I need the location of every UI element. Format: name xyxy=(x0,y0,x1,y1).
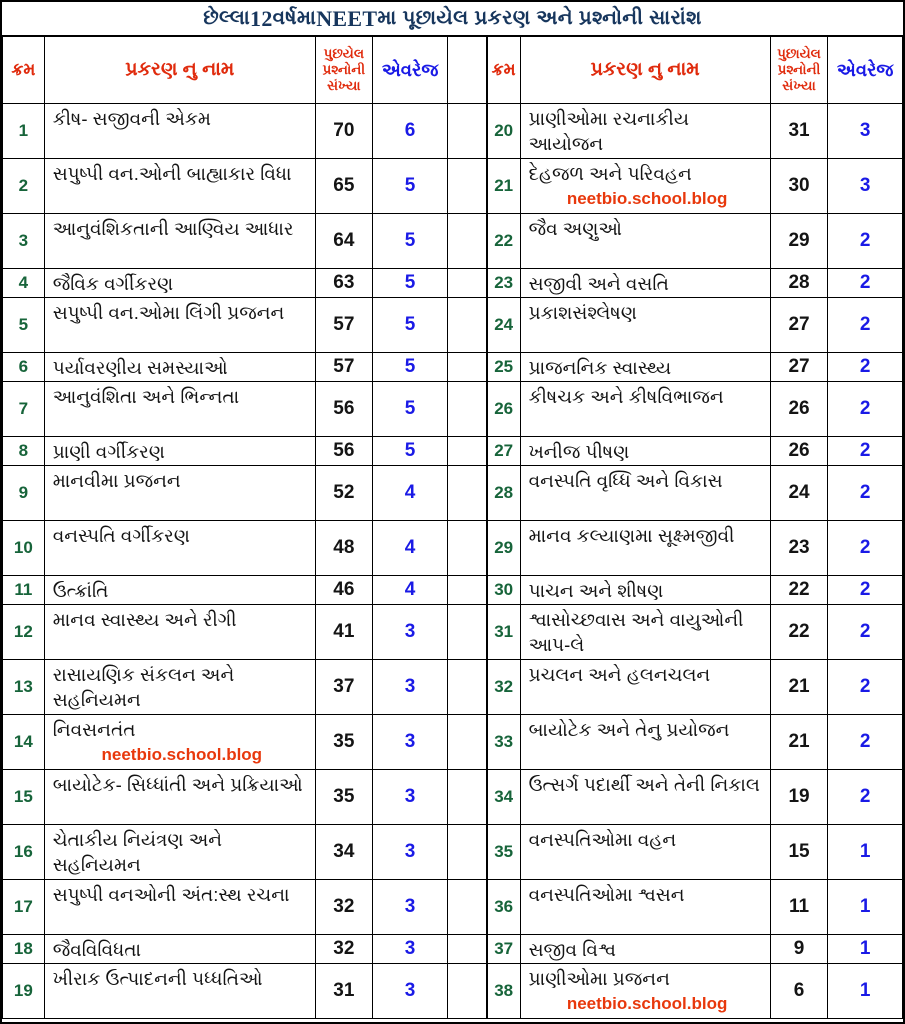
average-value: 5 xyxy=(372,352,448,381)
chapter-name xyxy=(44,436,315,465)
chapter-name xyxy=(44,934,315,963)
average-value: 2 xyxy=(828,436,903,465)
serial-number: 18 xyxy=(3,934,45,963)
serial-number: 28 xyxy=(487,465,520,520)
chapter-name-text: રાસાયણિક સંકલન અને સહનિયમન xyxy=(52,663,235,710)
chapter-name xyxy=(44,714,315,769)
average-value: 2 xyxy=(828,381,903,436)
serial-number: 22 xyxy=(487,214,520,269)
chapter-name xyxy=(44,879,315,934)
average-value: 3 xyxy=(372,769,448,824)
tables-container xyxy=(2,36,903,1019)
average-value: 2 xyxy=(828,659,903,714)
title-text-gujarati-3: મા પૂછાયેલ પ્રકરણ અને પ્રશ્નોની સારાંશ xyxy=(377,7,702,29)
table-row xyxy=(3,824,487,879)
chapter-name xyxy=(44,352,315,381)
right-header-row xyxy=(487,37,902,104)
chapter-name xyxy=(520,465,770,520)
serial-number: 27 xyxy=(487,436,520,465)
chapter-name-text: ખનીજ પીષણ xyxy=(528,440,630,462)
spacer-cell xyxy=(448,659,486,714)
chapter-name xyxy=(44,269,315,298)
average-value: 3 xyxy=(828,104,903,159)
question-count: 31 xyxy=(315,963,372,1018)
average-value: 5 xyxy=(372,381,448,436)
serial-number: 37 xyxy=(487,934,520,963)
chapter-name-text: જૈવ અણુઓ xyxy=(528,218,622,239)
serial-number: 31 xyxy=(487,604,520,659)
table-row xyxy=(487,575,902,604)
question-count: 19 xyxy=(770,769,828,824)
table-row xyxy=(487,104,902,159)
right-table-body xyxy=(487,104,902,1019)
chapter-name-text: પ્રાજનનિક સ્વાસ્થ્ય xyxy=(528,356,672,378)
question-count: 34 xyxy=(315,824,372,879)
table-row xyxy=(3,436,487,465)
chapter-name-text: સજીવી અને વસતિ xyxy=(528,273,669,294)
average-value: 4 xyxy=(372,465,448,520)
chapter-name-text: સપુષ્પી વનઓની અંત:સ્થ રચના xyxy=(52,883,290,905)
table-row xyxy=(487,659,902,714)
average-value: 2 xyxy=(828,769,903,824)
chapter-name xyxy=(44,104,315,159)
chapter-name-text: વનસ્પતિ વર્ગીકરણ xyxy=(52,524,190,546)
chapter-name xyxy=(520,879,770,934)
spacer-cell xyxy=(448,104,486,159)
table-row xyxy=(487,269,902,298)
average-value: 2 xyxy=(828,269,903,298)
question-count: 26 xyxy=(770,381,828,436)
chapter-name xyxy=(520,769,770,824)
average-value: 5 xyxy=(372,159,448,214)
right-header-serial: ક્રમ xyxy=(487,37,520,104)
left-header-average: એવરેજ xyxy=(372,37,448,104)
average-value: 3 xyxy=(828,159,903,214)
question-count: 6 xyxy=(770,963,828,1018)
table-row xyxy=(487,520,902,575)
serial-number: 29 xyxy=(487,520,520,575)
question-count: 23 xyxy=(770,520,828,575)
table-row xyxy=(3,659,487,714)
table-row xyxy=(3,520,487,575)
spacer-cell xyxy=(448,381,486,436)
serial-number: 20 xyxy=(487,104,520,159)
table-row xyxy=(3,104,487,159)
left-header-question-count: પુછયેલ પ્રશ્નોની સંખ્યા xyxy=(315,37,372,104)
chapter-name-text: પ્રાણીઓમા રચનાકીય આયોજન xyxy=(528,108,689,154)
chapter-name-text: શ્વાસોચ્છવાસ અને વાયુઓની આપ-લે xyxy=(528,608,744,655)
table-row xyxy=(3,297,487,352)
average-value: 2 xyxy=(828,520,903,575)
question-count: 41 xyxy=(315,604,372,659)
question-count: 24 xyxy=(770,465,828,520)
table-row xyxy=(3,352,487,381)
title-text-gujarati-2: વર્ષમા xyxy=(272,7,317,29)
table-row xyxy=(487,824,902,879)
average-value: 2 xyxy=(828,297,903,352)
table-row xyxy=(487,159,902,214)
chapter-name-text: પાચન અને શીષણ xyxy=(528,579,664,601)
average-value: 4 xyxy=(372,520,448,575)
question-count: 26 xyxy=(770,436,828,465)
spacer-cell xyxy=(448,879,486,934)
question-count: 28 xyxy=(770,269,828,298)
average-value: 2 xyxy=(828,214,903,269)
question-count: 32 xyxy=(315,879,372,934)
serial-number: 26 xyxy=(487,381,520,436)
chapter-name xyxy=(44,963,315,1018)
chapter-name-text: આનુવંશિકતાની આણ્વિય આધાર xyxy=(52,218,294,239)
spacer-cell xyxy=(448,769,486,824)
serial-number: 11 xyxy=(3,575,45,604)
chapter-name-text: માનવીમા પ્રજનન xyxy=(52,469,181,491)
chapter-name-text: નિવસનતંત xyxy=(52,718,136,740)
question-count: 56 xyxy=(315,381,372,436)
serial-number: 25 xyxy=(487,352,520,381)
serial-number: 10 xyxy=(3,520,45,575)
question-count: 70 xyxy=(315,104,372,159)
chapter-name-text: કીષ- સજીવની એકમ xyxy=(52,108,211,129)
chapter-name xyxy=(520,436,770,465)
left-header-serial: ક્રમ xyxy=(3,37,45,104)
chapter-name-text: માનવ સ્વાસ્થ્ય અને રીગી xyxy=(52,608,237,630)
spacer-cell xyxy=(448,604,486,659)
average-value: 3 xyxy=(372,879,448,934)
left-summary-table xyxy=(2,36,487,1019)
chapter-name xyxy=(44,769,315,824)
serial-number: 23 xyxy=(487,269,520,298)
average-value: 3 xyxy=(372,934,448,963)
average-value: 1 xyxy=(828,934,903,963)
chapter-name xyxy=(520,575,770,604)
page-title xyxy=(2,2,903,36)
average-value: 1 xyxy=(828,879,903,934)
chapter-name xyxy=(520,714,770,769)
title-year-count: 12 xyxy=(250,5,273,31)
average-value: 3 xyxy=(372,659,448,714)
left-table-body xyxy=(3,104,487,1019)
table-row xyxy=(3,269,487,298)
average-value: 2 xyxy=(828,465,903,520)
serial-number: 35 xyxy=(487,824,520,879)
chapter-name xyxy=(44,381,315,436)
serial-number: 36 xyxy=(487,879,520,934)
chapter-name-text: પ્રાણીઓમા પ્રજનન xyxy=(528,967,670,989)
chapter-name-text: પ્રકાશસંશ્લેષણ xyxy=(528,301,637,323)
spacer-cell xyxy=(448,436,486,465)
table-row xyxy=(487,381,902,436)
chapter-name-text: બાયોટેક અને તેનુ પ્રયોજન xyxy=(528,718,730,740)
spacer-header-cell xyxy=(448,37,486,104)
serial-number: 8 xyxy=(3,436,45,465)
serial-number: 6 xyxy=(3,352,45,381)
table-row xyxy=(3,769,487,824)
table-row xyxy=(487,879,902,934)
table-row xyxy=(3,465,487,520)
question-count: 52 xyxy=(315,465,372,520)
chapter-name-text: દેહજળ અને પરિવહન xyxy=(528,163,692,184)
spacer-cell xyxy=(448,934,486,963)
question-count: 29 xyxy=(770,214,828,269)
chapter-name-text: આનુવંશિતા અને ભિન્નતા xyxy=(52,385,240,407)
chapter-name xyxy=(520,963,770,1018)
table-row xyxy=(487,769,902,824)
serial-number: 1 xyxy=(3,104,45,159)
table-row xyxy=(487,465,902,520)
spacer-cell xyxy=(448,159,486,214)
average-value: 2 xyxy=(828,714,903,769)
question-count: 27 xyxy=(770,352,828,381)
table-row xyxy=(3,214,487,269)
question-count: 57 xyxy=(315,352,372,381)
table-row xyxy=(3,381,487,436)
average-value: 3 xyxy=(372,963,448,1018)
chapter-name xyxy=(520,159,770,214)
spacer-cell xyxy=(448,465,486,520)
table-row xyxy=(3,963,487,1018)
question-count: 11 xyxy=(770,879,828,934)
spacer-cell xyxy=(448,824,486,879)
chapter-name xyxy=(520,824,770,879)
table-row xyxy=(487,352,902,381)
watermark-text: neetbio.school.blog xyxy=(101,744,263,764)
spacer-cell xyxy=(448,269,486,298)
question-count: 35 xyxy=(315,769,372,824)
chapter-name-text: ઉત્ક્રાંતિ xyxy=(52,579,109,601)
right-header-question-count: પુછાયેલ પ્રશ્નોની સંખ્યા xyxy=(770,37,828,104)
question-count: 65 xyxy=(315,159,372,214)
serial-number: 33 xyxy=(487,714,520,769)
question-count: 57 xyxy=(315,297,372,352)
serial-number: 32 xyxy=(487,659,520,714)
table-row xyxy=(487,714,902,769)
average-value: 1 xyxy=(828,963,903,1018)
question-count: 31 xyxy=(770,104,828,159)
question-count: 37 xyxy=(315,659,372,714)
question-count: 56 xyxy=(315,436,372,465)
serial-number: 24 xyxy=(487,297,520,352)
serial-number: 38 xyxy=(487,963,520,1018)
serial-number: 12 xyxy=(3,604,45,659)
table-row xyxy=(487,297,902,352)
spacer-cell xyxy=(448,575,486,604)
title-text-gujarati-1: છેલ્લા xyxy=(203,7,251,29)
table-row xyxy=(3,879,487,934)
question-count: 27 xyxy=(770,297,828,352)
chapter-name-text: વનસ્પતિઓમા વહન xyxy=(528,828,677,850)
chapter-name xyxy=(520,520,770,575)
serial-number: 2 xyxy=(3,159,45,214)
average-value: 4 xyxy=(372,575,448,604)
spacer-cell xyxy=(448,963,486,1018)
question-count: 9 xyxy=(770,934,828,963)
serial-number: 4 xyxy=(3,269,45,298)
question-count: 35 xyxy=(315,714,372,769)
spacer-cell xyxy=(448,520,486,575)
watermark-text: neetbio.school.blog xyxy=(566,993,728,1013)
table-row xyxy=(3,159,487,214)
question-count: 30 xyxy=(770,159,828,214)
average-value: 1 xyxy=(828,824,903,879)
serial-number: 3 xyxy=(3,214,45,269)
table-row xyxy=(3,575,487,604)
average-value: 5 xyxy=(372,436,448,465)
chapter-name xyxy=(520,352,770,381)
title-exam-name: NEET xyxy=(316,5,378,31)
serial-number: 13 xyxy=(3,659,45,714)
question-count: 46 xyxy=(315,575,372,604)
chapter-name xyxy=(44,824,315,879)
chapter-name xyxy=(44,659,315,714)
right-header-chapter-name: પ્રકરણ નુ નામ xyxy=(520,37,770,104)
chapter-name-text: સપુષ્પી વન.ઓમા લિંગી પ્રજનન xyxy=(52,301,285,323)
serial-number: 16 xyxy=(3,824,45,879)
average-value: 3 xyxy=(372,714,448,769)
serial-number: 7 xyxy=(3,381,45,436)
chapter-name xyxy=(520,604,770,659)
question-count: 22 xyxy=(770,604,828,659)
question-count: 32 xyxy=(315,934,372,963)
chapter-name-text: બાયોટેક- સિધ્ધાંતી અને પ્રક્રિયાઓ xyxy=(52,773,303,795)
question-count: 21 xyxy=(770,659,828,714)
serial-number: 30 xyxy=(487,575,520,604)
chapter-name xyxy=(44,604,315,659)
right-header-average: એવરેજ xyxy=(828,37,903,104)
average-value: 2 xyxy=(828,604,903,659)
average-value: 5 xyxy=(372,214,448,269)
chapter-name-text: સપુષ્પી વન.ઓની બાહ્યાકાર વિધા xyxy=(52,163,292,184)
chapter-name xyxy=(44,465,315,520)
chapter-name xyxy=(44,297,315,352)
chapter-name xyxy=(44,575,315,604)
chapter-name xyxy=(520,269,770,298)
chapter-name xyxy=(520,934,770,963)
watermark-text: neetbio.school.blog xyxy=(566,188,728,208)
question-count: 15 xyxy=(770,824,828,879)
chapter-name-text: ખીરાક ઉત્પાદનની પધ્ધતિઓ xyxy=(52,967,263,989)
left-header-chapter-name: પ્રકરણ નુ નામ xyxy=(44,37,315,104)
spacer-cell xyxy=(448,297,486,352)
chapter-name-text: જૈવવિવિધતા xyxy=(52,938,142,960)
chapter-name xyxy=(520,297,770,352)
question-count: 22 xyxy=(770,575,828,604)
serial-number: 17 xyxy=(3,879,45,934)
question-count: 63 xyxy=(315,269,372,298)
table-row xyxy=(3,714,487,769)
table-row xyxy=(3,934,487,963)
chapter-name-text: ઉત્સર્ગ પદાર્થી અને તેની નિકાલ xyxy=(528,773,760,795)
average-value: 2 xyxy=(828,575,903,604)
chapter-name-text: કીષચક અને કીષવિભાજન xyxy=(528,385,724,407)
chapter-name xyxy=(520,381,770,436)
table-row xyxy=(487,934,902,963)
left-header-row xyxy=(3,37,487,104)
spacer-cell xyxy=(448,352,486,381)
table-row xyxy=(487,604,902,659)
average-value: 6 xyxy=(372,104,448,159)
chapter-name-text: પ્રાણી વર્ગીકરણ xyxy=(52,440,165,462)
table-row xyxy=(487,214,902,269)
chapter-name xyxy=(520,104,770,159)
question-count: 21 xyxy=(770,714,828,769)
spacer-cell xyxy=(448,714,486,769)
chapter-name-text: ચેતાકીય નિયંત્રણ અને સહનિયમન xyxy=(52,828,222,875)
serial-number: 15 xyxy=(3,769,45,824)
chapter-name-text: જૈવિક વર્ગીકરણ xyxy=(52,273,174,294)
serial-number: 14 xyxy=(3,714,45,769)
table-row xyxy=(487,436,902,465)
chapter-name-text: વનસ્પતિઓમા શ્વસન xyxy=(528,883,685,905)
chapter-name-text: સજીવ વિશ્વ xyxy=(528,938,616,960)
spacer-cell xyxy=(448,214,486,269)
chapter-name-text: વનસ્પતિ વૃધ્ધિ અને વિકાસ xyxy=(528,469,723,491)
chapter-name-text: માનવ કલ્યાણમા સૂક્ષ્મજીવી xyxy=(528,524,735,546)
average-value: 3 xyxy=(372,824,448,879)
chapter-name xyxy=(44,214,315,269)
question-count: 64 xyxy=(315,214,372,269)
table-row xyxy=(487,963,902,1018)
chapter-name xyxy=(44,520,315,575)
serial-number: 19 xyxy=(3,963,45,1018)
average-value: 5 xyxy=(372,269,448,298)
table-row xyxy=(3,604,487,659)
average-value: 3 xyxy=(372,604,448,659)
chapter-name-text: પર્યાવરણીય સમસ્યાઓ xyxy=(52,356,228,378)
chapter-name xyxy=(44,159,315,214)
average-value: 5 xyxy=(372,297,448,352)
serial-number: 34 xyxy=(487,769,520,824)
serial-number: 5 xyxy=(3,297,45,352)
question-count: 48 xyxy=(315,520,372,575)
chapter-name xyxy=(520,214,770,269)
chapter-name-text: પ્રચલન અને હલનચલન xyxy=(528,663,711,685)
serial-number: 21 xyxy=(487,159,520,214)
serial-number: 9 xyxy=(3,465,45,520)
chapter-name xyxy=(520,659,770,714)
average-value: 2 xyxy=(828,352,903,381)
right-summary-table xyxy=(487,36,903,1019)
